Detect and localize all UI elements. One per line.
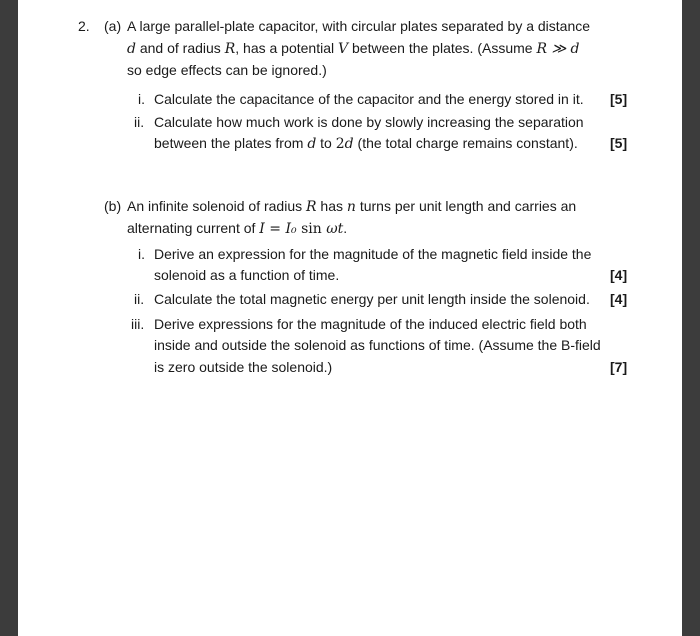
part-a-i-label: i. xyxy=(138,91,145,107)
part-b-i-marks: [4] xyxy=(610,267,628,283)
part-b-line-1: An infinite solenoid of radius R has n turns per unit length and carries an xyxy=(127,198,577,215)
part-b-i-text-1: Derive an expression for the magnitude of the magnetic field inside the xyxy=(154,246,592,262)
part-a-i-marks: [5] xyxy=(610,91,628,107)
part-a-ii-label: ii. xyxy=(134,114,145,130)
part-b-ii-text: Calculate the total magnetic energy per unit length inside the solenoid. xyxy=(154,291,590,307)
part-a-ii-text-1: Calculate how much work is done by slowly increasing the separation xyxy=(154,114,584,130)
part-b-iii-marks: [7] xyxy=(610,359,628,375)
document-page xyxy=(18,0,682,636)
part-a-line-3: so edge effects can be ignored.) xyxy=(127,62,327,78)
part-a-label: (a) xyxy=(104,18,122,34)
part-a-i-text: Calculate the capacitance of the capacitor and the energy stored in it. xyxy=(154,91,584,107)
part-b-ii-marks: [4] xyxy=(610,291,628,307)
part-b-line-2: alternating current of I = I₀ sin ωt. xyxy=(127,220,348,237)
question-number: 2. xyxy=(78,18,90,34)
part-a-ii-marks: [5] xyxy=(610,135,628,151)
part-b-iii-text-2: inside and outside the solenoid as functions of time. (Assume the B-field xyxy=(154,337,601,353)
part-a-ii-text-2: between the plates from d to 2d (the total charge remains constant). xyxy=(154,135,578,152)
part-a-line-1: A large parallel-plate capacitor, with circular plates separated by a distance xyxy=(127,18,591,34)
part-b-iii-label: iii. xyxy=(131,316,145,332)
part-b-i-label: i. xyxy=(138,246,145,262)
part-a-line-2: d and of radius R, has a potential V between the plates. (Assume R ≫ d xyxy=(127,40,580,57)
part-b-ii-label: ii. xyxy=(134,291,145,307)
part-b-iii-text-3: is zero outside the solenoid.) xyxy=(154,359,333,375)
part-b-label: (b) xyxy=(104,198,122,214)
part-b-iii-text-1: Derive expressions for the magnitude of the induced electric field both xyxy=(154,316,587,332)
part-b-i-text-2: solenoid as a function of time. xyxy=(154,267,340,283)
